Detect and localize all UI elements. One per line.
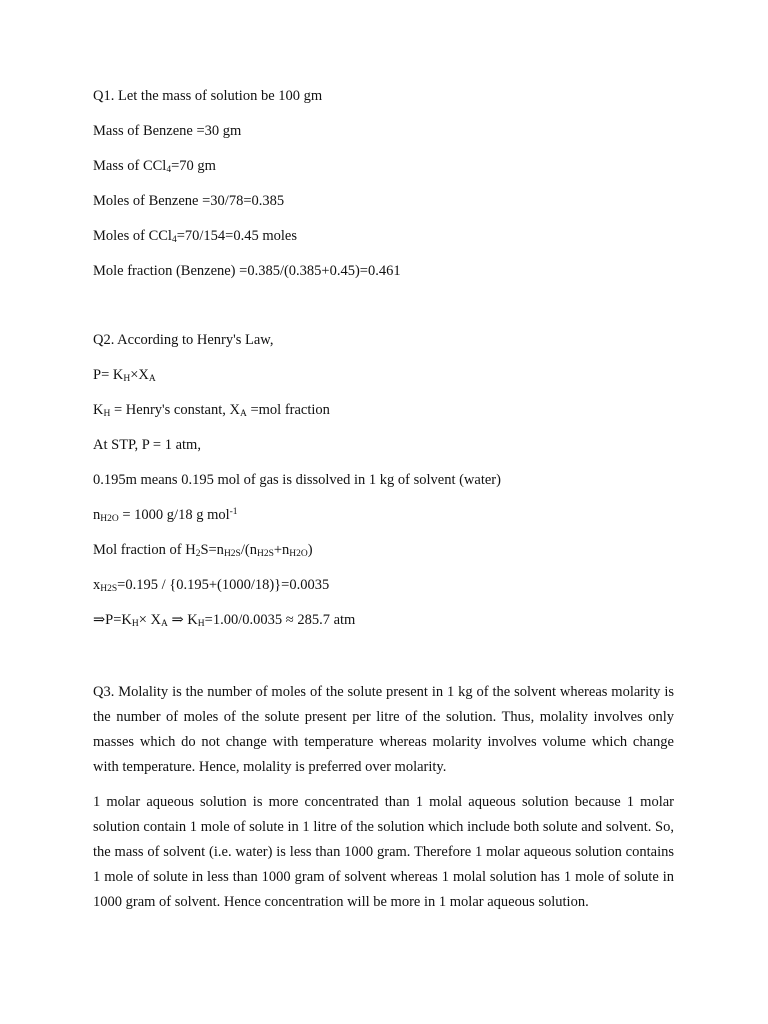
q2-heading: Q2. According to Henry's Law, — [93, 332, 274, 348]
q1-section — [93, 86, 674, 296]
henry-formula-line: $P= K_H\times X_A$ — [93, 367, 156, 384]
q3-section — [93, 680, 674, 915]
section-spacer — [93, 645, 674, 680]
moles-benzene-line: Moles of Benzene =30/78=0.385 — [93, 193, 285, 209]
document-page — [93, 86, 674, 915]
section-spacer — [93, 296, 674, 330]
henry-definition-line: $K_H$ = Henry's constant, $X_A =mol$ fraction — [93, 402, 330, 419]
henry-result-line: $\Rightarrow P=K_H\times X_A$ ⇒ $K_H=1.00/0.0035 \approx 285.7$ atm — [93, 612, 356, 629]
q1-heading: Q1. Let the mass of solution be 100 gm — [93, 88, 323, 104]
moles-ccl4-line: Moles of CCl$_4$=70/154=0.45 moles — [93, 228, 297, 245]
q2-section — [93, 330, 674, 645]
q3-paragraph-2: 1 molar aqueous solution is more concentrated than 1 molal aqueous solution because 1 molar solution contain 1 mole of solute in 1 litre of the solution which include both solute and solvent. So, the mass of solvent (i.e. water) is less than 1000 gram. Therefore 1 molar aqueous solution contains 1 mole of solute in less than 1000 gram of solvent whereas 1 molal solution has 1 mole of solute in 1000 gram of solvent. Hence concentration will be more in 1 molar aqueous solution. — [93, 794, 674, 910]
n-water-line: $n_{H2O} = 1000$ g/18 g mol$^{-1}$ — [93, 507, 238, 524]
mass-benzene-line: Mass of Benzene =30 gm — [93, 123, 242, 139]
mole-fraction-line: Mole fraction (Benzene) =0.385/(0.385+0.45)=0.461 — [93, 263, 401, 279]
molality-note-line: 0.195m means 0.195 mol of gas is dissolved in 1 kg of solvent (water) — [93, 472, 501, 488]
stp-line: At STP, P = 1 atm, — [93, 437, 201, 453]
mass-ccl4-line: Mass of CCl$_4$=70 gm — [93, 158, 216, 175]
mol-fraction-h2s-line: Mol fraction of $H_2S=n_{H2S}/(n_{H2S}+n_{H2O})$ — [93, 542, 313, 559]
x-h2s-line: $x_{H2S}=0.195 / \{0.195+(1000/18)\}=0.0035$ — [93, 577, 330, 594]
q3-paragraph-1: Q3. Molality is the number of moles of the solute present in 1 kg of the solvent whereas molarity is the number of moles of the solute present per litre of the solution. Thus, molality involves only masses which do not change with temperature whereas molarity involves volume which change with temperature. Hence, molality is preferred over molarity. — [93, 684, 674, 775]
